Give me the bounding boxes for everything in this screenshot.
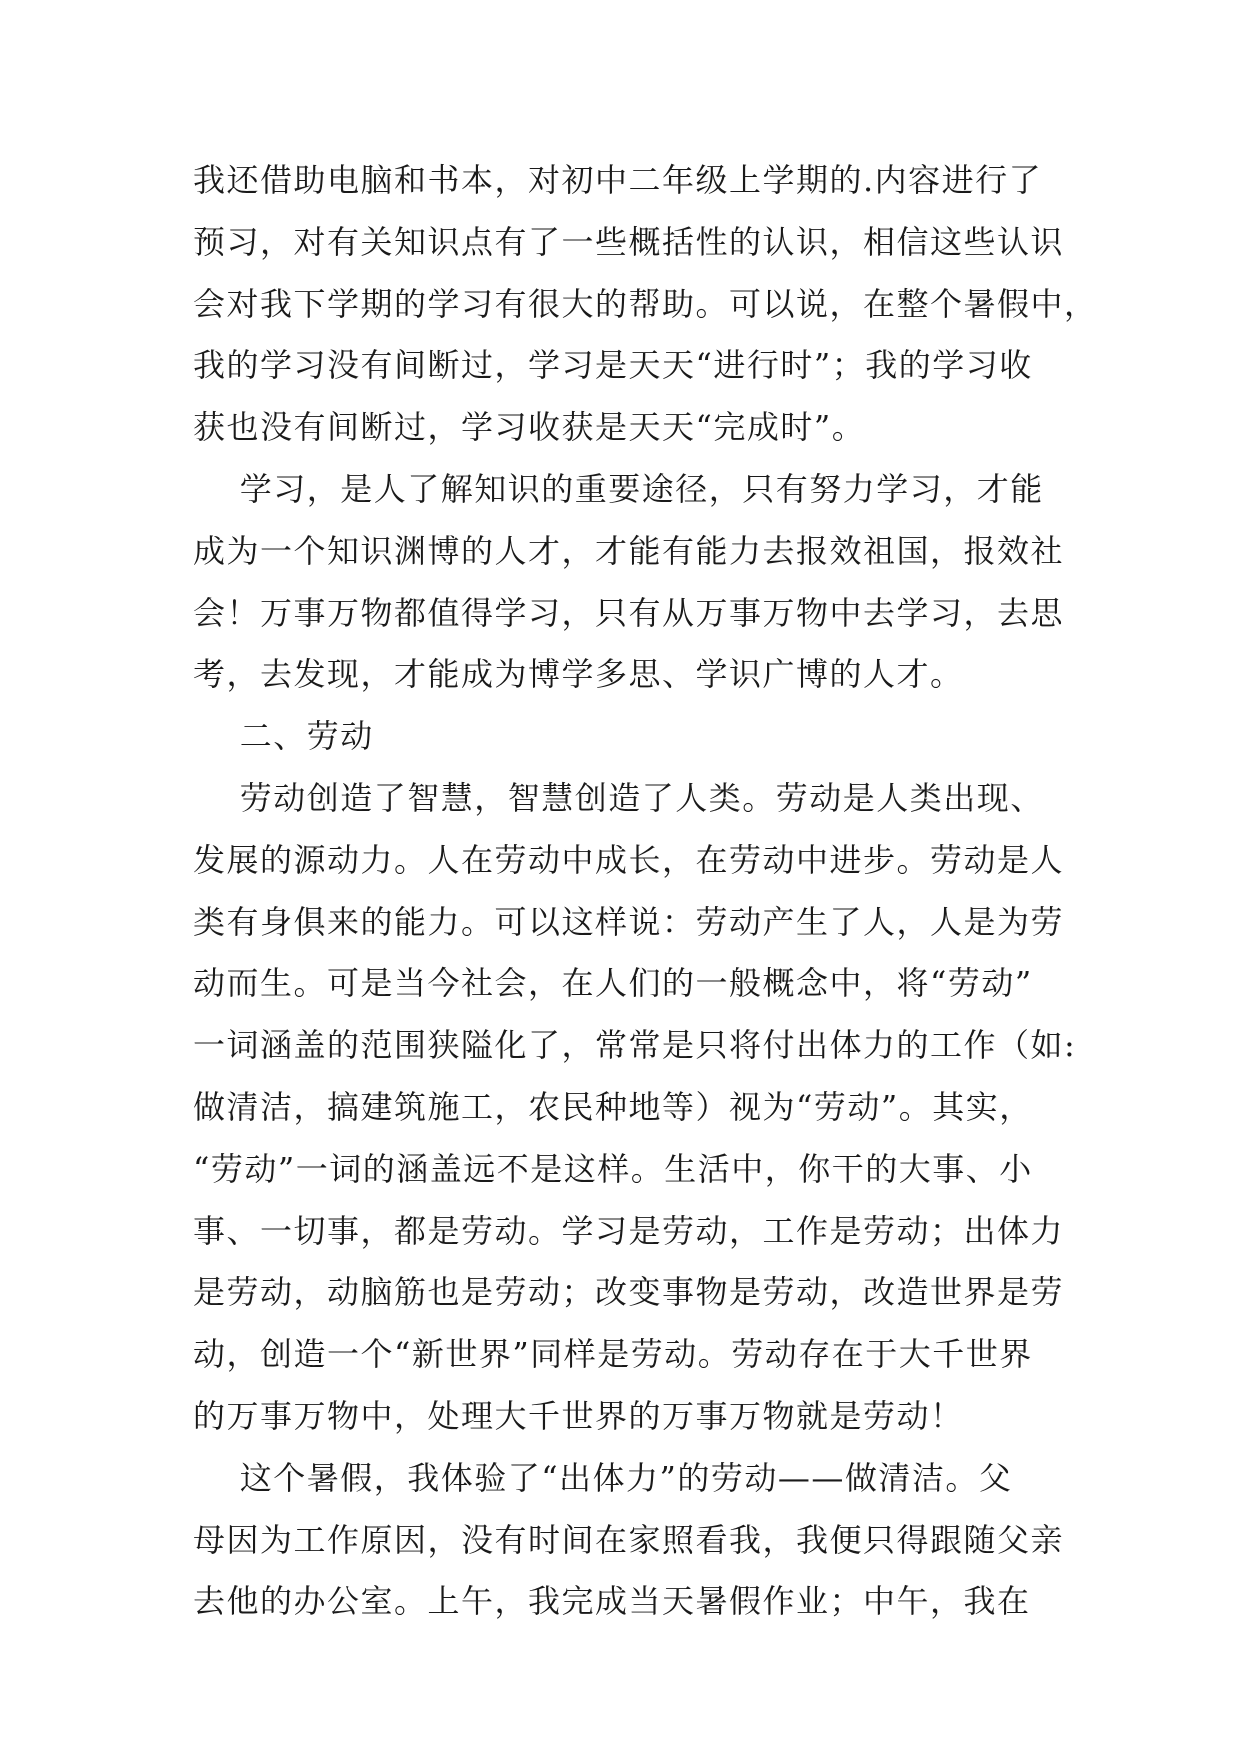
- text-line: 一词涵盖的范围狭隘化了，常常是只将付出体力的工作（如:: [193, 1026, 1077, 1065]
- text-line: 是劳动，动脑筋也是劳动；改变事物是劳动，改造世界是劳: [193, 1273, 1065, 1312]
- text-line: 成为一个知识渊博的人才，才能有能力去报效祖国，报效社: [193, 531, 1065, 570]
- text-line: 预习，对有关知识点有了一些概括性的认识，相信这些认识: [193, 222, 1065, 261]
- text-line: 发展的源动力。人在劳动中成长，在劳动中进步。劳动是人: [193, 840, 1065, 879]
- text-line: 学习，是人了解知识的重要途径，只有努力学习，才能: [193, 469, 1044, 508]
- text-line: 这个暑假，我体验了“出体力”的劳动——做清洁。父: [193, 1458, 1013, 1497]
- text-line: 类有身俱来的能力。可以这样说：劳动产生了人，人是为劳: [193, 902, 1065, 941]
- text-line: 做清洁，搞建筑施工，农民种地等）视为“劳动”。其实，: [193, 1087, 1033, 1126]
- section-heading: 二、劳动: [193, 717, 374, 756]
- text-line: 会！万事万物都值得学习，只有从万事万物中去学习，去思: [193, 593, 1065, 632]
- text-line: 获也没有间断过，学习收获是天天“完成时”。: [193, 408, 866, 447]
- text-line: 去他的办公室。上午，我完成当天暑假作业；中午，我在: [193, 1582, 1031, 1621]
- text-line: 的万事万物中，处理大千世界的万事万物就是劳动！: [193, 1396, 964, 1435]
- text-line: 我的学习没有间断过，学习是天天“进行时”；我的学习收: [193, 346, 1033, 385]
- text-line: 考，去发现，才能成为博学多思、学识广博的人才。: [193, 655, 964, 694]
- text-line: “劳动”一词的涵盖远不是这样。生活中，你干的大事、小: [193, 1149, 1033, 1188]
- text-line: 我还借助电脑和书本，对初中二年级上学期的.内容进行了: [193, 161, 1043, 199]
- document-body: [193, 150, 1098, 1633]
- text-line: 会对我下学期的学习有很大的帮助。可以说，在整个暑假中，: [193, 284, 1098, 323]
- text-line: 动，创造一个“新世界”同样是劳动。劳动存在于大千世界: [193, 1335, 1033, 1374]
- text-line: 动而生。可是当今社会，在人们的一般概念中，将“劳动”: [193, 964, 1033, 1003]
- text-line: 事、一切事，都是劳动。学习是劳动，工作是劳动；出体力: [193, 1211, 1065, 1250]
- text-line: 母因为工作原因，没有时间在家照看我，我便只得跟随父亲: [193, 1520, 1065, 1559]
- text-line: 劳动创造了智慧，智慧创造了人类。劳动是人类出现、: [193, 778, 1044, 817]
